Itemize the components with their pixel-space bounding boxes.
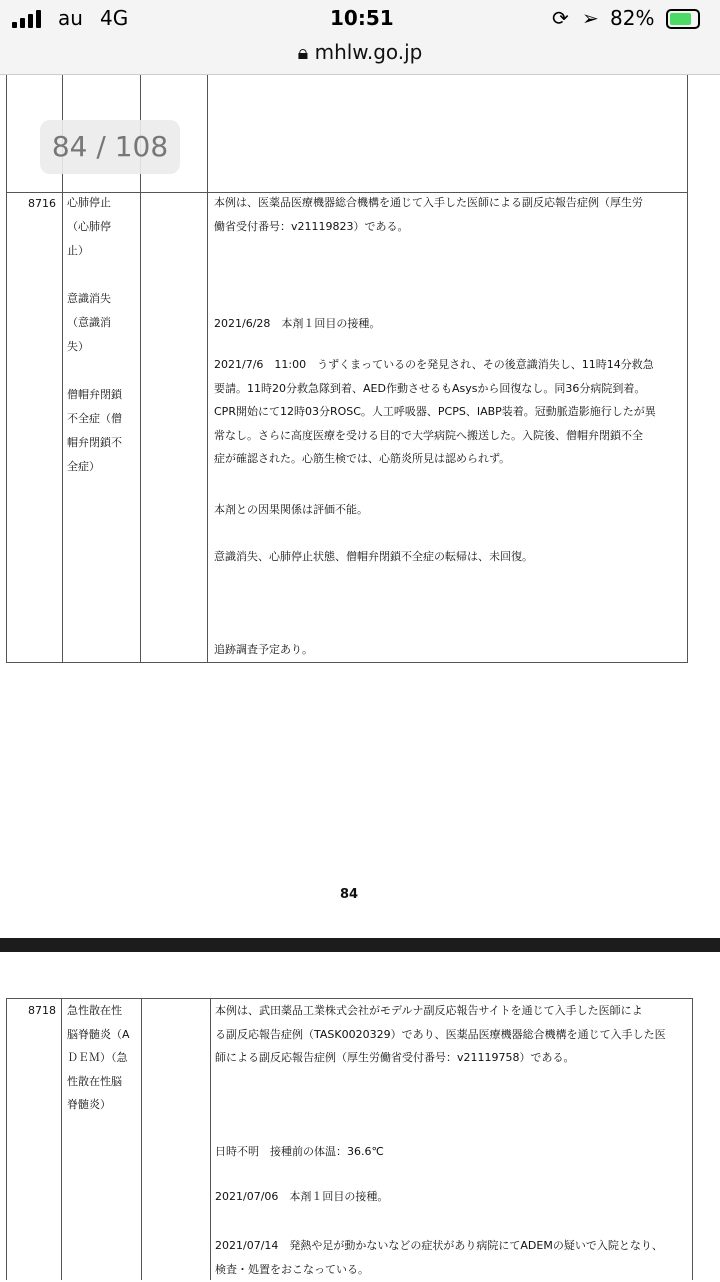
location-icon: ➢ [582, 6, 599, 30]
report-paragraph: 2021/07/14 発熱や足が動かないなどの症状があり病院にてADEMの疑いで入院となり、 検査・処置をおこなっている。 [215, 1239, 663, 1276]
report-paragraph: 日時不明 接種前の体温：36.6℃ [215, 1145, 384, 1158]
report-paragraph: 本剤との因果関係は評価不能。 [214, 503, 368, 516]
lock-icon: 🔒︎ [297, 40, 309, 64]
report-paragraph: 追跡調査予定あり。 [214, 643, 313, 656]
address-bar[interactable] [0, 40, 720, 64]
url-text: mhlw.go.jp [314, 40, 423, 64]
symptom-cell: 急性散在性 脳脊髄炎（A ＤＥＭ）（急 性散在性脳 脊髄炎） [67, 1004, 130, 1111]
status-bar [0, 0, 720, 75]
page-indicator: 84 / 108 [40, 120, 180, 174]
report-paragraph: 意識消失、心肺停止状態、僧帽弁閉鎖不全症の転帰は、未回復。 [214, 550, 533, 563]
report-paragraph: 本例は、武田薬品工業株式会社がモデルナ副反応報告サイトを通じて入手した医師によ る副反応報告症例（TASK0020329）であり、医薬品医療機器総合機構を通じて入手した医 師による副反応報告症例（厚生労働省受付番号：v21119758）である。 [215, 1004, 666, 1064]
page-number: 84 [340, 887, 359, 902]
signal-icon [12, 10, 41, 28]
battery-percent: 82% [610, 6, 655, 30]
page-separator [0, 938, 720, 952]
network-type: 4G [100, 6, 129, 30]
report-paragraph: 2021/7/6 11:00 うずくまっているのを発見され、その後意識消失し、11時14分救急 要請。11時20分救急隊到着、AED作動させるもAsysから回復なし。同36分病院到着。 CPR開始にて12時03分ROSC。人工呼吸器、PCPS、IABP装着。冠動脈造影施行したが異 常なし。さらに高度医療を受ける目的で大学病院へ搬送した。入院後、僧帽弁閉鎖不全 症が確認された。心筋生検では、心筋炎所見は認められず。 [214, 358, 656, 465]
carrier: au [58, 6, 83, 30]
report-paragraph: 2021/6/28 本剤１回目の接種。 [214, 317, 381, 330]
report-paragraph: 2021/07/06 本剤１回目の接種。 [215, 1190, 389, 1203]
case-number: 8716 [28, 197, 56, 210]
rotation-lock-icon: ⟳ [552, 6, 569, 30]
battery-icon [666, 9, 700, 29]
symptom-cell: 心肺停止 （心肺停 止） 意識消失 （意識消 失） 僧帽弁閉鎖 不全症（僧 帽弁閉鎖不 全症） [67, 196, 122, 473]
case-number: 8718 [28, 1004, 56, 1017]
report-paragraph: 本例は、医薬品医療機器総合機構を通じて入手した医師による副反応報告症例（厚生労 働省受付番号：v21119823）である。 [214, 196, 643, 233]
clock: 10:51 [330, 6, 394, 30]
